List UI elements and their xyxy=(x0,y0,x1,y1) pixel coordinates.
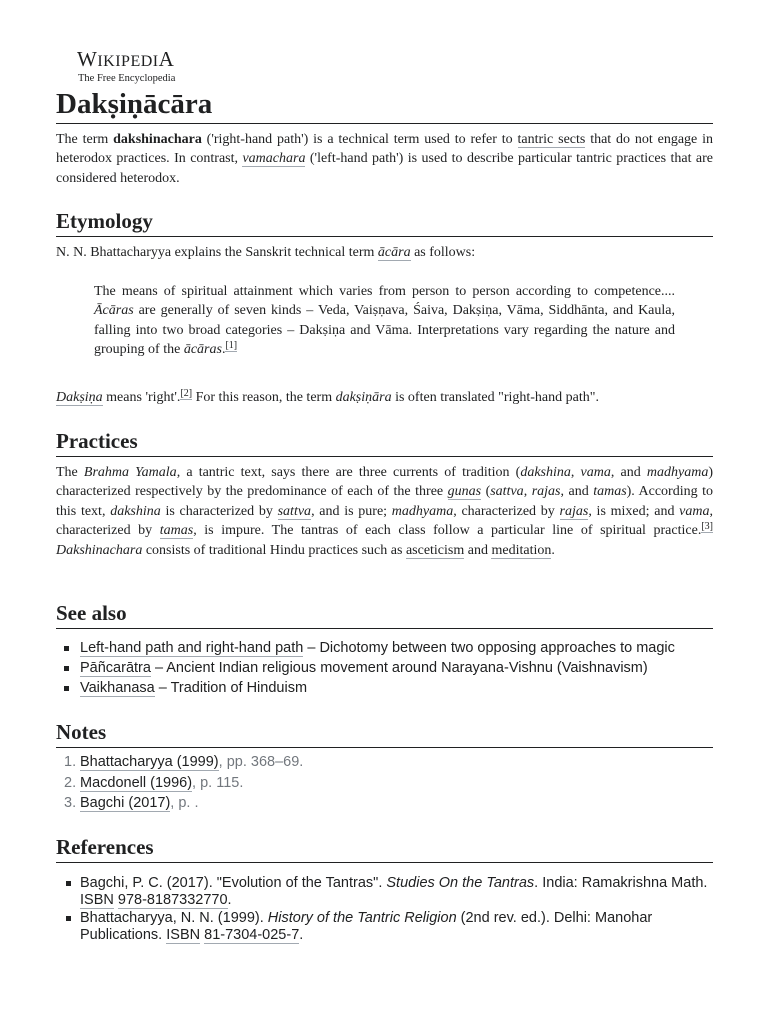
list-item: Left-hand path and right-hand path – Dichotomy between two opposing approaches to magic xyxy=(56,638,713,658)
list-item: Bhattacharyya, N. N. (1999). History of the Tantric Religion (2nd rev. ed.). Delhi: Manohar Publications. ISBN 81-7304-025-7. xyxy=(56,910,713,944)
notes-heading: Notes xyxy=(56,719,713,748)
acara-link[interactable]: ācāra xyxy=(377,245,411,260)
list-item: Pāñcarātra – Ancient Indian religious movement around Narayana-Vishnu (Vaishnavism) xyxy=(56,658,713,678)
list-item: 2. Macdonell (1996), p. 115. xyxy=(64,774,244,791)
pancaratra-link[interactable]: Pāñcarātra xyxy=(80,660,151,676)
note-2-link[interactable]: Macdonell (1996) xyxy=(80,774,193,791)
logo-tagline: The Free Encyclopedia xyxy=(78,73,176,84)
citation-3[interactable]: [3] xyxy=(701,521,713,533)
etymology-heading: Etymology xyxy=(56,208,713,237)
list-item: Bagchi, P. C. (2017). "Evolution of the Tantras". Studies On the Tantras. India: Ramakrishna Math. ISBN 978-8187332770. xyxy=(56,875,713,909)
note-1-link[interactable]: Bhattacharyya (1999) xyxy=(80,754,219,770)
note-3-link[interactable]: Bagchi (2017) xyxy=(80,795,171,811)
bhattacharyya-quote: The means of spiritual attainment which varies from person to person according to competence.... Ācāras are generally of seven kinds – Veda, Vaiṣṇava, Śaiva, Dakṣiṇa, Vāma, Siddhānta, and Kaula, falling into two broad categories – Dakṣiṇa and Vāma. Interpretations vary regarding the nature and grouping of the ācāras.[1] xyxy=(94,284,675,358)
dakshina-meaning: Dakṣiṇa means 'right'.[2] For this reason, the term dakṣiṇāra is often translated "right-hand path". xyxy=(56,388,599,405)
asceticism-link[interactable]: asceticism xyxy=(405,542,465,558)
intro-paragraph: The term dakshinachara ('right-hand path') is a technical term used to refer to tantric sects that do not engage in heterodox practices. In contrast, vamachara ('left-hand path') is used to describe particular tantric practices that are considered heterodox. xyxy=(56,132,713,186)
tantric-sects-link[interactable]: tantric sects xyxy=(517,132,586,147)
vaikhanasa-link[interactable]: Vaikhanasa xyxy=(80,680,155,696)
list-item: Vaikhanasa – Tradition of Hinduism xyxy=(56,678,713,698)
tamas-link[interactable]: tamas xyxy=(159,523,194,539)
sattva-link[interactable]: sattva xyxy=(277,503,312,519)
see-also-heading: See also xyxy=(56,600,713,629)
list-item: 1. Bhattacharyya (1999), pp. 368–69. xyxy=(64,754,304,770)
meditation-link[interactable]: meditation xyxy=(491,542,552,558)
wikipedia-logo[interactable] xyxy=(56,48,713,85)
citation-2[interactable]: [2] xyxy=(180,388,193,399)
see-also-list xyxy=(56,638,713,698)
etymology-intro: N. N. Bhattacharyya explains the Sanskrit technical term ācāra as follows: xyxy=(56,245,476,260)
daksina-link[interactable]: Dakṣiṇa xyxy=(56,390,103,405)
notes-list xyxy=(56,752,713,814)
isbn-number-link[interactable]: 978-8187332770 xyxy=(117,892,228,908)
isbn-link[interactable]: ISBN xyxy=(80,892,114,908)
logo-wordmark: WIKIPEDIA xyxy=(77,47,175,71)
gunas-link[interactable]: gunas xyxy=(447,484,482,500)
isbn-number-link[interactable]: 81-7304-025-7 xyxy=(204,927,300,943)
article-page xyxy=(56,47,713,943)
list-item: 3. Bagchi (2017), p. . xyxy=(64,795,199,811)
left-hand-path-link[interactable]: Left-hand path and right-hand path xyxy=(80,640,304,656)
isbn-link[interactable]: ISBN xyxy=(166,927,201,943)
rajas-link[interactable]: rajas xyxy=(559,503,589,519)
page-title: Dakṣiṇācāra xyxy=(56,87,713,124)
practices-paragraph: The Brahma Yamala, a tantric text, says there are three currents of tradition (dakshina, vama, and madhyama) characterized respectively by the predominance of each of the three gunas (sattva, rajas, and tamas). According to this text, dakshina is characterized by sattva, and is pure; madhyama, characterized by rajas, is mixed; and vama, characterized by tamas, is impure. The tantras of each class follow a particular line of spiritual practice.[3] Dakshinachara consists of traditional Hindu practices such as asceticism and meditation. xyxy=(56,465,713,558)
citation-1[interactable]: [1] xyxy=(225,340,238,352)
references-list xyxy=(56,875,713,944)
vamachara-link[interactable]: vamachara xyxy=(242,151,306,167)
references-heading: References xyxy=(56,834,713,863)
practices-heading: Practices xyxy=(56,428,713,457)
